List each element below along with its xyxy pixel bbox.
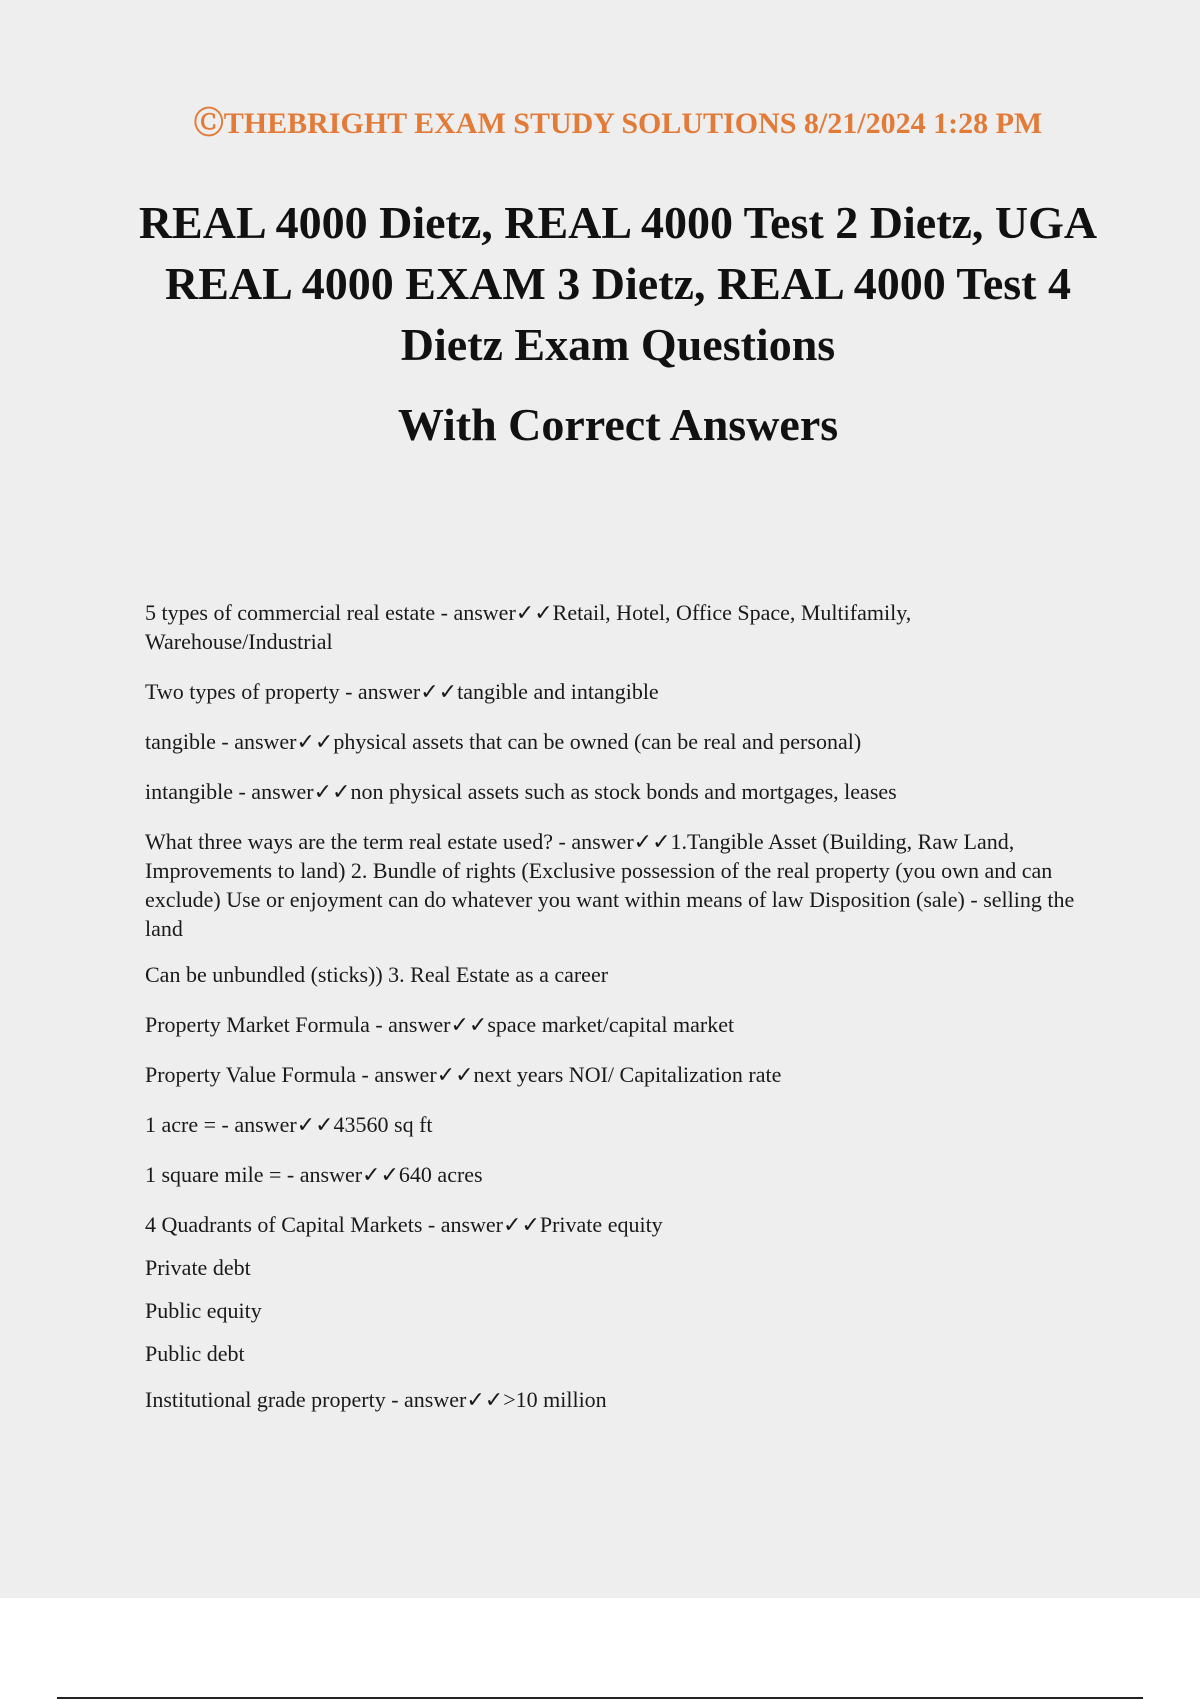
document-title: REAL 4000 Dietz, REAL 4000 Test 2 Dietz, UGA REAL 4000 EXAM 3 Dietz, REAL 4000 Test 4 Dietz Exam Questions (138, 197, 1098, 370)
qa-item: What three ways are the term real estate used? - answer✓✓1.Tangible Asset (Building, Raw Land, Improvements to land) 2. Bundle of rights (Exclusive possession of the real property (you own and can exclude) Use or enjoyment can do whatever you want within means of law Disposition (sale) - selling the land (145, 829, 1075, 941)
qa-item: tangible - answer✓✓physical assets that can be owned (can be real and personal) (145, 729, 862, 754)
qa-item: Institutional grade property - answer✓✓>10 million (145, 1387, 607, 1412)
header-watermark: ⒸTHEBRIGHT EXAM STUDY SOLUTIONS 8/21/2024 1:28 PM (193, 107, 1043, 140)
qa-item: 1 square mile = - answer✓✓640 acres (145, 1162, 483, 1187)
qa-list (145, 598, 1085, 1435)
document-subtitle: With Correct Answers (397, 399, 839, 450)
qa-item: Public equity (145, 1298, 262, 1323)
bottom-divider (57, 1697, 1143, 1699)
qa-item: Two types of property - answer✓✓tangible and intangible (145, 679, 659, 704)
qa-item: Can be unbundled (sticks)) 3. Real Estate as a career (145, 962, 609, 987)
qa-item: intangible - answer✓✓non physical assets such as stock bonds and mortgages, leases (145, 779, 897, 804)
qa-item: Public debt (145, 1341, 245, 1366)
qa-item: 1 acre = - answer✓✓43560 sq ft (145, 1112, 433, 1137)
qa-item: 5 types of commercial real estate - answer✓✓Retail, Hotel, Office Space, Multifamily, Warehouse/Industrial (145, 600, 912, 654)
qa-item: Property Market Formula - answer✓✓space market/capital market (145, 1012, 735, 1037)
qa-item: Property Value Formula - answer✓✓next years NOI/ Capitalization rate (145, 1062, 782, 1087)
qa-item: 4 Quadrants of Capital Markets - answer✓✓Private equity (145, 1212, 663, 1237)
qa-item: Private debt (145, 1255, 251, 1280)
